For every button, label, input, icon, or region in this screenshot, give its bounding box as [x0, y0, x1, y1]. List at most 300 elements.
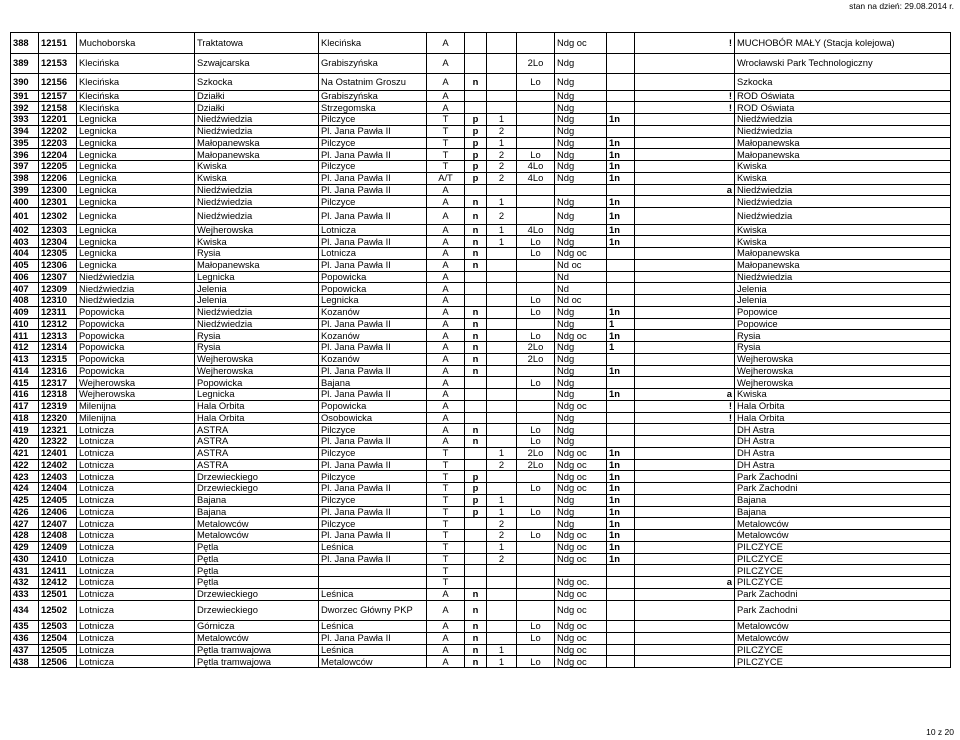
lo-code-cell [517, 208, 555, 225]
lo-code-cell: Lo [517, 436, 555, 448]
street-cell: Popowicka [77, 365, 195, 377]
stop-type-cell: A [427, 389, 465, 401]
stop-number-cell: 407 [11, 283, 39, 295]
direction-cell: Leśnica [319, 541, 427, 553]
stop-type-cell: A [427, 342, 465, 354]
stop-number-cell: 393 [11, 114, 39, 126]
street-cell: Lotnicza [77, 553, 195, 565]
mark-code-cell: 1n [607, 389, 635, 401]
stop-type-cell: A [427, 632, 465, 644]
direction-cell: Pl. Jana Pawła II [319, 342, 427, 354]
direction-cell: Pilczyce [319, 114, 427, 126]
direction-cell: Pl. Jana Pawła II [319, 318, 427, 330]
stop-id-cell: 12405 [39, 494, 77, 506]
platform-flag-cell: n [465, 424, 487, 436]
terminal-name-cell: PILCZYCE [735, 656, 951, 668]
ndg-code-cell: Ndg oc [555, 600, 607, 621]
platform-number-cell [487, 184, 517, 196]
direction-cell: Pl. Jana Pawła II [319, 236, 427, 248]
stop-type-cell: T [427, 541, 465, 553]
platform-number-cell: 2 [487, 149, 517, 161]
mark-code-cell: 1 [607, 318, 635, 330]
stop-type-cell: A [427, 621, 465, 633]
table-row [11, 53, 951, 74]
mark-code-cell [607, 283, 635, 295]
ndg-code-cell: Ndg oc [555, 330, 607, 342]
ndg-code-cell: Ndg [555, 306, 607, 318]
table-row [11, 342, 951, 354]
terminal-name-cell: PILCZYCE [735, 644, 951, 656]
platform-flag-cell: n [465, 342, 487, 354]
direction-cell: Pl. Jana Pawła II [319, 208, 427, 225]
table-row [11, 553, 951, 565]
stop-type-cell: A [427, 90, 465, 102]
platform-flag-cell [465, 412, 487, 424]
terminal-name-cell: Popowice [735, 306, 951, 318]
stop-type-cell: A [427, 248, 465, 260]
stop-id-cell: 12504 [39, 632, 77, 644]
lo-code-cell: Lo [517, 656, 555, 668]
platform-number-cell: 1 [487, 494, 517, 506]
lo-code-cell: 2Lo [517, 459, 555, 471]
platform-number-cell [487, 632, 517, 644]
terminal-name-cell: Kwiska [735, 161, 951, 173]
platform-number-cell: 1 [487, 114, 517, 126]
street-cell: Popowicka [77, 342, 195, 354]
stop-type-cell: A [427, 600, 465, 621]
platform-number-cell [487, 600, 517, 621]
ndg-code-cell: Ndg [555, 125, 607, 137]
ndg-code-cell: Ndg oc [555, 621, 607, 633]
street-cell: Lotnicza [77, 577, 195, 589]
end-flag-cell [635, 656, 735, 668]
stop-name-cell: Pętla [195, 553, 319, 565]
platform-flag-cell [465, 400, 487, 412]
end-flag-cell [635, 553, 735, 565]
platform-number-cell [487, 342, 517, 354]
stop-name-cell: Działki [195, 102, 319, 114]
street-cell: Niedźwiedzia [77, 295, 195, 307]
table-row [11, 600, 951, 621]
stop-name-cell: Niedźwiedzia [195, 208, 319, 225]
ndg-code-cell: Ndg oc [555, 644, 607, 656]
platform-flag-cell: n [465, 632, 487, 644]
end-flag-cell: ! [635, 90, 735, 102]
terminal-name-cell: Kwiska [735, 172, 951, 184]
direction-cell: Pl. Jana Pawła II [319, 632, 427, 644]
end-flag-cell [635, 318, 735, 330]
platform-number-cell: 1 [487, 506, 517, 518]
stop-id-cell: 12204 [39, 149, 77, 161]
lo-code-cell: 4Lo [517, 161, 555, 173]
stop-name-cell: Rysia [195, 248, 319, 260]
platform-flag-cell: n [465, 318, 487, 330]
platform-number-cell [487, 377, 517, 389]
lo-code-cell: 2Lo [517, 353, 555, 365]
mark-code-cell: 1n [607, 236, 635, 248]
table-row [11, 530, 951, 542]
stop-id-cell: 12151 [39, 33, 77, 54]
stop-number-cell: 398 [11, 172, 39, 184]
mark-code-cell [607, 632, 635, 644]
lo-code-cell: 4Lo [517, 172, 555, 184]
platform-flag-cell: n [465, 259, 487, 271]
stop-number-cell: 397 [11, 161, 39, 173]
stop-type-cell: A [427, 330, 465, 342]
direction-cell: Pl. Jana Pawła II [319, 125, 427, 137]
stop-id-cell: 12322 [39, 436, 77, 448]
end-flag-cell: ! [635, 102, 735, 114]
platform-flag-cell: n [465, 600, 487, 621]
street-cell: Lotnicza [77, 530, 195, 542]
lo-code-cell: 2Lo [517, 53, 555, 74]
ndg-code-cell: Ndg [555, 377, 607, 389]
lo-code-cell: Lo [517, 424, 555, 436]
stop-type-cell: A [427, 588, 465, 600]
lo-code-cell [517, 33, 555, 54]
stop-number-cell: 417 [11, 400, 39, 412]
lo-code-cell [517, 565, 555, 577]
stop-name-cell: Jelenia [195, 295, 319, 307]
stop-name-cell: Szkocka [195, 74, 319, 91]
platform-flag-cell [465, 389, 487, 401]
end-flag-cell [635, 447, 735, 459]
street-cell: Lotnicza [77, 436, 195, 448]
lo-code-cell [517, 644, 555, 656]
stop-number-cell: 408 [11, 295, 39, 307]
ndg-code-cell: Ndg [555, 436, 607, 448]
direction-cell [319, 577, 427, 589]
mark-code-cell [607, 600, 635, 621]
street-cell: Wejherowska [77, 389, 195, 401]
stop-number-cell: 409 [11, 306, 39, 318]
stop-name-cell: Legnicka [195, 271, 319, 283]
end-flag-cell [635, 125, 735, 137]
platform-number-cell: 1 [487, 137, 517, 149]
mark-code-cell: 1n [607, 506, 635, 518]
platform-flag-cell: p [465, 125, 487, 137]
stop-id-cell: 12156 [39, 74, 77, 91]
platform-flag-cell [465, 53, 487, 74]
terminal-name-cell: Park Zachodni [735, 588, 951, 600]
table-row [11, 102, 951, 114]
ndg-code-cell [555, 565, 607, 577]
table-row [11, 621, 951, 633]
platform-flag-cell: n [465, 621, 487, 633]
stop-id-cell: 12310 [39, 295, 77, 307]
stop-id-cell: 12402 [39, 459, 77, 471]
end-flag-cell [635, 424, 735, 436]
lo-code-cell: Lo [517, 248, 555, 260]
platform-number-cell [487, 318, 517, 330]
stop-type-cell: A [427, 102, 465, 114]
platform-flag-cell [465, 459, 487, 471]
terminal-name-cell: ROD Oświata [735, 102, 951, 114]
direction-cell: Pl. Jana Pawła II [319, 365, 427, 377]
table-row [11, 236, 951, 248]
stop-type-cell: A [427, 656, 465, 668]
platform-number-cell: 2 [487, 172, 517, 184]
table-row [11, 400, 951, 412]
terminal-name-cell: Kwiska [735, 389, 951, 401]
street-cell: Lotnicza [77, 588, 195, 600]
end-flag-cell [635, 236, 735, 248]
lo-code-cell [517, 184, 555, 196]
stop-id-cell: 12502 [39, 600, 77, 621]
stop-number-cell: 401 [11, 208, 39, 225]
stop-number-cell: 399 [11, 184, 39, 196]
mark-code-cell: 1n [607, 172, 635, 184]
stop-type-cell: T [427, 577, 465, 589]
lo-code-cell [517, 553, 555, 565]
terminal-name-cell: Bajana [735, 506, 951, 518]
direction-cell: Pilczyce [319, 471, 427, 483]
table-row [11, 377, 951, 389]
stop-name-cell: Górnicza [195, 621, 319, 633]
ndg-code-cell: Ndg [555, 114, 607, 126]
lo-code-cell [517, 102, 555, 114]
platform-flag-cell [465, 553, 487, 565]
terminal-name-cell: Jelenia [735, 283, 951, 295]
stop-name-cell: Kwiska [195, 172, 319, 184]
lo-code-cell: Lo [517, 236, 555, 248]
street-cell: Wejherowska [77, 377, 195, 389]
stop-id-cell: 12401 [39, 447, 77, 459]
terminal-name-cell: Kwiska [735, 224, 951, 236]
street-cell: Legnicka [77, 208, 195, 225]
stop-name-cell: Kwiska [195, 161, 319, 173]
stop-name-cell: Popowicka [195, 377, 319, 389]
stop-type-cell: A [427, 283, 465, 295]
stop-name-cell: ASTRA [195, 447, 319, 459]
stop-name-cell: Pętla [195, 565, 319, 577]
lo-code-cell [517, 600, 555, 621]
table-row [11, 565, 951, 577]
stop-number-cell: 431 [11, 565, 39, 577]
mark-code-cell: 1n [607, 553, 635, 565]
end-flag-cell: a [635, 389, 735, 401]
direction-cell: Grabiszyńska [319, 53, 427, 74]
end-flag-cell [635, 377, 735, 389]
ndg-code-cell: Ndg [555, 342, 607, 354]
ndg-code-cell: Ndg oc [555, 656, 607, 668]
end-flag-cell: ! [635, 400, 735, 412]
stop-number-cell: 422 [11, 459, 39, 471]
platform-number-cell [487, 577, 517, 589]
mark-code-cell [607, 377, 635, 389]
terminal-name-cell: Hala Orbita [735, 400, 951, 412]
stop-type-cell: T [427, 114, 465, 126]
table-row [11, 271, 951, 283]
terminal-name-cell: DH Astra [735, 459, 951, 471]
stop-type-cell: A [427, 644, 465, 656]
stop-type-cell: T [427, 137, 465, 149]
platform-number-cell: 1 [487, 644, 517, 656]
stop-id-cell: 12411 [39, 565, 77, 577]
end-flag-cell [635, 353, 735, 365]
street-cell: Lotnicza [77, 644, 195, 656]
lo-code-cell [517, 90, 555, 102]
platform-flag-cell: n [465, 196, 487, 208]
stop-name-cell: Bajana [195, 506, 319, 518]
street-cell: Lotnicza [77, 471, 195, 483]
stop-number-cell: 388 [11, 33, 39, 54]
end-flag-cell: a [635, 577, 735, 589]
stop-name-cell: Wejherowska [195, 224, 319, 236]
street-cell: Lotnicza [77, 518, 195, 530]
platform-number-cell: 2 [487, 459, 517, 471]
stop-id-cell: 12300 [39, 184, 77, 196]
street-cell: Legnicka [77, 125, 195, 137]
terminal-name-cell: MUCHOBÓR MAŁY (Stacja kolejowa) [735, 33, 951, 54]
street-cell: Muchoborska [77, 33, 195, 54]
stop-name-cell: Traktatowa [195, 33, 319, 54]
ndg-code-cell: Ndg [555, 412, 607, 424]
terminal-name-cell: ROD Oświata [735, 90, 951, 102]
stop-number-cell: 438 [11, 656, 39, 668]
ndg-code-cell: Ndg [555, 53, 607, 74]
lo-code-cell: Lo [517, 377, 555, 389]
stop-type-cell: T [427, 530, 465, 542]
mark-code-cell [607, 656, 635, 668]
lo-code-cell: Lo [517, 149, 555, 161]
terminal-name-cell: Jelenia [735, 295, 951, 307]
terminal-name-cell: Metalowców [735, 518, 951, 530]
platform-flag-cell: n [465, 365, 487, 377]
platform-flag-cell: n [465, 353, 487, 365]
table-row [11, 365, 951, 377]
direction-cell: Pl. Jana Pawła II [319, 530, 427, 542]
stop-type-cell: A/T [427, 172, 465, 184]
stop-type-cell: A [427, 236, 465, 248]
stop-id-cell: 12407 [39, 518, 77, 530]
stop-name-cell: Hala Orbita [195, 412, 319, 424]
direction-cell: Pilczyce [319, 196, 427, 208]
lo-code-cell [517, 271, 555, 283]
end-flag-cell [635, 306, 735, 318]
lo-code-cell: Lo [517, 74, 555, 91]
lo-code-cell: 4Lo [517, 224, 555, 236]
street-cell: Lotnicza [77, 565, 195, 577]
lo-code-cell: Lo [517, 306, 555, 318]
street-cell: Lotnicza [77, 621, 195, 633]
direction-cell: Popowicka [319, 271, 427, 283]
stop-type-cell: A [427, 306, 465, 318]
lo-code-cell [517, 114, 555, 126]
stop-id-cell: 12403 [39, 471, 77, 483]
stop-number-cell: 430 [11, 553, 39, 565]
street-cell: Legnicka [77, 248, 195, 260]
street-cell: Legnicka [77, 259, 195, 271]
direction-cell: Osobowicka [319, 412, 427, 424]
street-cell: Lotnicza [77, 600, 195, 621]
direction-cell: Pl. Jana Pawła II [319, 389, 427, 401]
terminal-name-cell: Metalowców [735, 632, 951, 644]
stop-type-cell: A [427, 224, 465, 236]
ndg-code-cell: Ndg [555, 506, 607, 518]
table-row [11, 295, 951, 307]
terminal-name-cell: Niedźwiedzia [735, 125, 951, 137]
lo-code-cell [517, 577, 555, 589]
stop-number-cell: 421 [11, 447, 39, 459]
stop-type-cell: T [427, 447, 465, 459]
direction-cell: Pl. Jana Pawła II [319, 506, 427, 518]
ndg-code-cell [555, 184, 607, 196]
mark-code-cell [607, 565, 635, 577]
mark-code-cell [607, 33, 635, 54]
stop-type-cell: T [427, 125, 465, 137]
direction-cell: Kozanów [319, 330, 427, 342]
platform-number-cell [487, 588, 517, 600]
street-cell: Legnicka [77, 114, 195, 126]
mark-code-cell: 1n [607, 330, 635, 342]
stop-number-cell: 410 [11, 318, 39, 330]
ndg-code-cell: Ndg [555, 424, 607, 436]
terminal-name-cell: Bajana [735, 494, 951, 506]
platform-flag-cell: n [465, 224, 487, 236]
table-row [11, 632, 951, 644]
end-flag-cell [635, 436, 735, 448]
stop-type-cell: T [427, 149, 465, 161]
stop-number-cell: 429 [11, 541, 39, 553]
stop-name-cell: Niedźwiedzia [195, 196, 319, 208]
platform-number-cell [487, 471, 517, 483]
platform-flag-cell: p [465, 137, 487, 149]
platform-flag-cell: p [465, 483, 487, 495]
end-flag-cell [635, 518, 735, 530]
stop-name-cell: ASTRA [195, 424, 319, 436]
platform-flag-cell: p [465, 161, 487, 173]
stop-name-cell: Metalowców [195, 632, 319, 644]
terminal-name-cell: PILCZYCE [735, 577, 951, 589]
ndg-code-cell: Ndg [555, 172, 607, 184]
stop-number-cell: 418 [11, 412, 39, 424]
platform-flag-cell [465, 541, 487, 553]
table-row [11, 459, 951, 471]
stop-number-cell: 432 [11, 577, 39, 589]
end-flag-cell [635, 248, 735, 260]
mark-code-cell [607, 90, 635, 102]
ndg-code-cell: Ndg [555, 224, 607, 236]
mark-code-cell [607, 424, 635, 436]
terminal-name-cell: Niedźwiedzia [735, 196, 951, 208]
platform-flag-cell: n [465, 74, 487, 91]
lo-code-cell [517, 400, 555, 412]
platform-flag-cell [465, 447, 487, 459]
direction-cell: Pl. Jana Pawła II [319, 184, 427, 196]
platform-flag-cell: n [465, 436, 487, 448]
mark-code-cell: 1n [607, 518, 635, 530]
table-row [11, 196, 951, 208]
street-cell: Lotnicza [77, 459, 195, 471]
direction-cell: Pilczyce [319, 447, 427, 459]
stop-id-cell: 12409 [39, 541, 77, 553]
end-flag-cell [635, 471, 735, 483]
platform-flag-cell: p [465, 114, 487, 126]
mark-code-cell [607, 271, 635, 283]
terminal-name-cell: Park Zachodni [735, 471, 951, 483]
mark-code-cell: 1n [607, 196, 635, 208]
street-cell: Popowicka [77, 330, 195, 342]
stop-name-cell: Rysia [195, 330, 319, 342]
stop-name-cell: Kwiska [195, 236, 319, 248]
stop-type-cell: A [427, 436, 465, 448]
platform-flag-cell [465, 518, 487, 530]
direction-cell: Pilczyce [319, 161, 427, 173]
table-row [11, 172, 951, 184]
lo-code-cell [517, 588, 555, 600]
mark-code-cell: 1n [607, 541, 635, 553]
